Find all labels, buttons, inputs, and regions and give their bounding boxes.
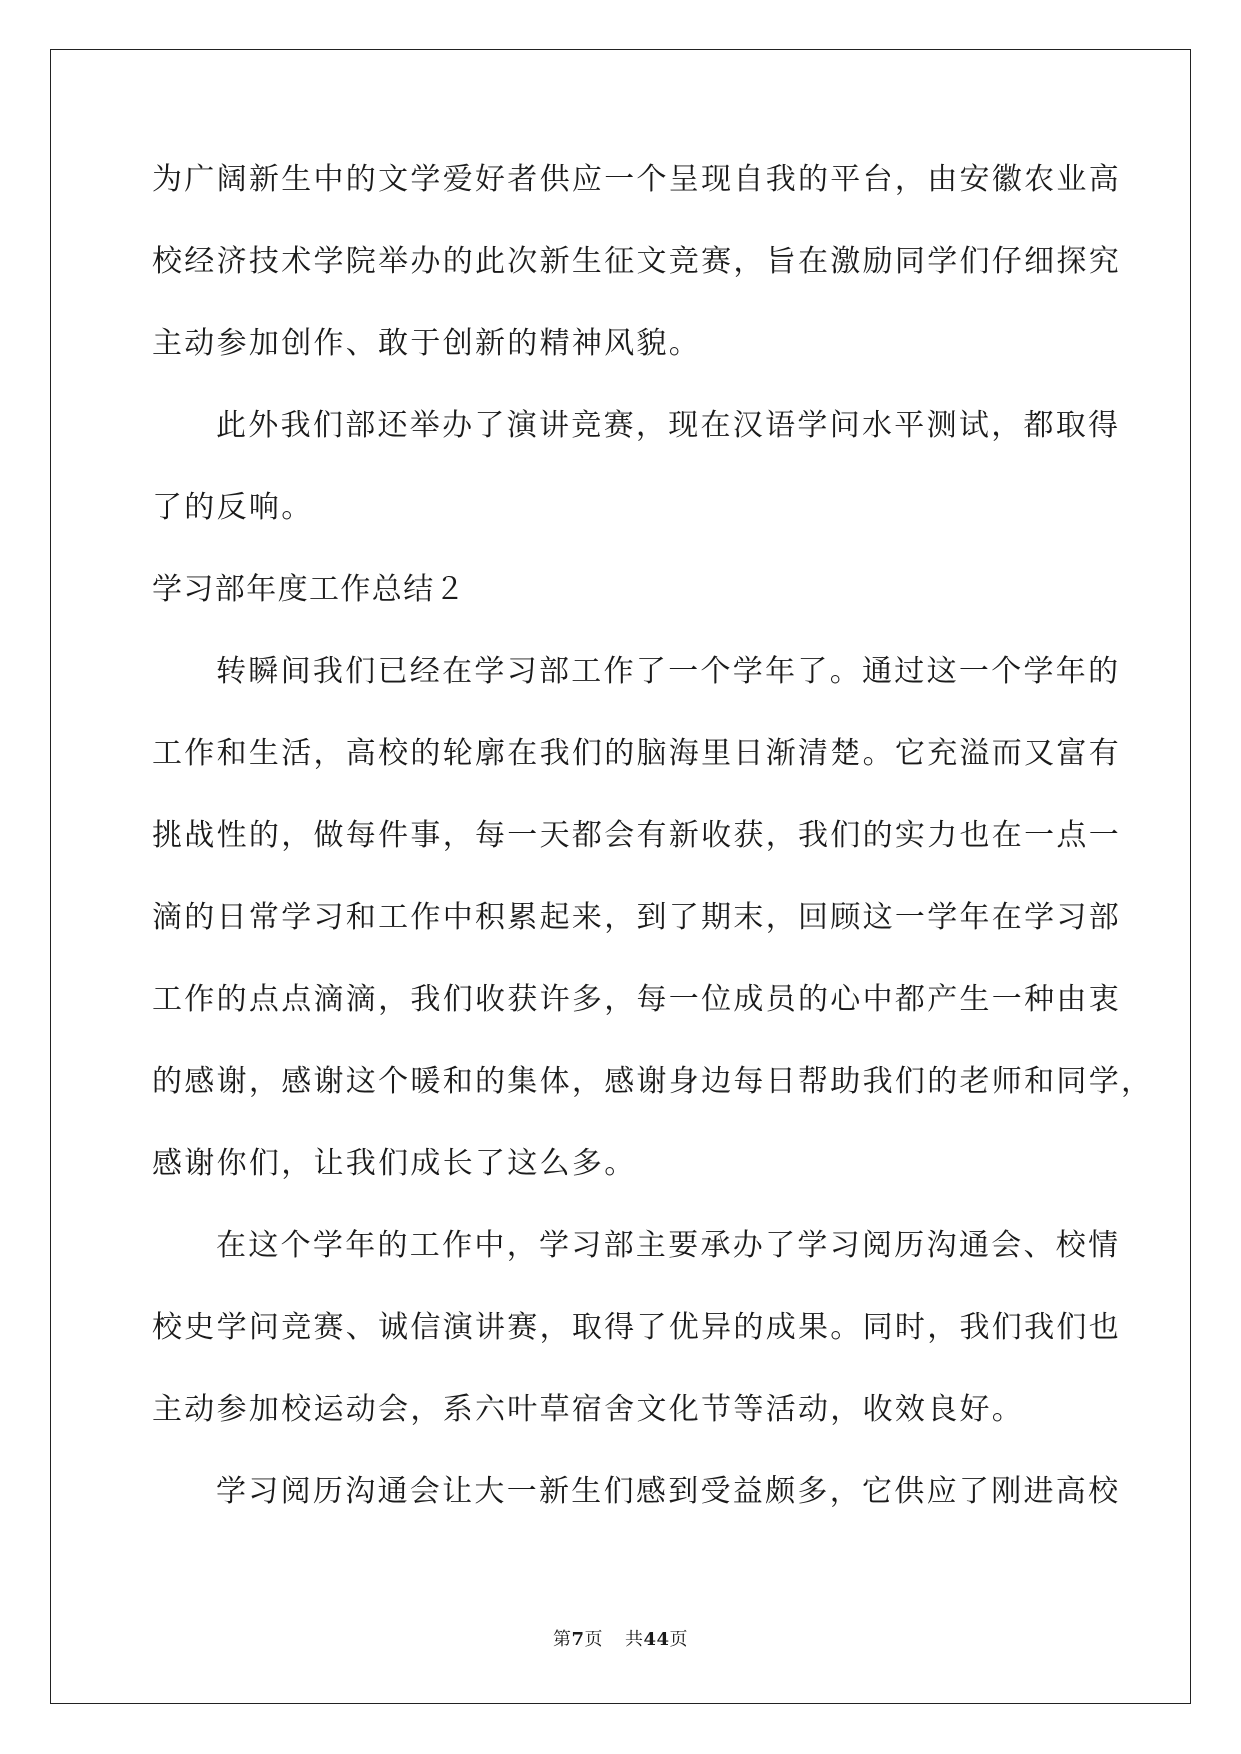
paragraph-line: 为广阔新生中的文学爱好者供应一个呈现自我的平台，由安徽农业高 bbox=[152, 162, 1121, 197]
paragraph-line: 在这个学年的工作中，学习部主要承办了学习阅历沟通会、校情 bbox=[216, 1228, 1121, 1263]
footer-total-prefix: 共 bbox=[624, 1629, 644, 1650]
page-number: 7 bbox=[571, 1629, 585, 1650]
document-body bbox=[152, 162, 1154, 1557]
total-pages: 44 bbox=[643, 1629, 670, 1650]
paragraph-line: 转瞬间我们已经在学习部工作了一个学年了。通过这一个学年的 bbox=[216, 654, 1121, 689]
page-footer bbox=[0, 1625, 1241, 1651]
paragraph-line: 挑战性的，做每件事，每一天都会有新收获，我们的实力也在一点一 bbox=[152, 818, 1121, 853]
paragraph-line: 工作的点点滴滴，我们收获许多，每一位成员的心中都产生一种由衷 bbox=[152, 982, 1121, 1017]
footer-total-suffix: 页 bbox=[669, 1629, 689, 1650]
paragraph-line: 主动参加校运动会，系六叶草宿舍文化节等活动，收效良好。 bbox=[152, 1392, 1025, 1427]
paragraph-line: 主动参加创作、敢于创新的精神风貌。 bbox=[152, 326, 702, 361]
paragraph-line: 工作和生活，高校的轮廓在我们的脑海里日渐清楚。它充溢而又富有 bbox=[152, 736, 1121, 771]
paragraph-line: 的感谢，感谢这个暖和的集体，感谢身边每日帮助我们的老师和同学， bbox=[152, 1064, 1154, 1099]
paragraph-line: 校经济技术学院举办的此次新生征文竞赛，旨在激励同学们仔细探究 bbox=[152, 244, 1121, 279]
paragraph-line: 感谢你们，让我们成长了这么多。 bbox=[152, 1146, 637, 1181]
footer-prefix: 第 bbox=[552, 1629, 572, 1650]
paragraph-line: 学习阅历沟通会让大一新生们感到受益颇多，它供应了刚进高校 bbox=[216, 1474, 1121, 1509]
paragraph-line: 此外我们部还举办了演讲竞赛，现在汉语学问水平测试，都取得 bbox=[216, 408, 1121, 443]
paragraph-line: 了的反响。 bbox=[152, 490, 314, 525]
footer-page-suffix: 页 bbox=[584, 1629, 603, 1650]
paragraph-line: 校史学问竞赛、诚信演讲赛，取得了优异的成果。同时，我们我们也 bbox=[152, 1310, 1121, 1345]
section-heading: 学习部年度工作总结２ bbox=[152, 572, 466, 607]
paragraph-line: 滴的日常学习和工作中积累起来，到了期末，回顾这一学年在学习部 bbox=[152, 900, 1121, 935]
